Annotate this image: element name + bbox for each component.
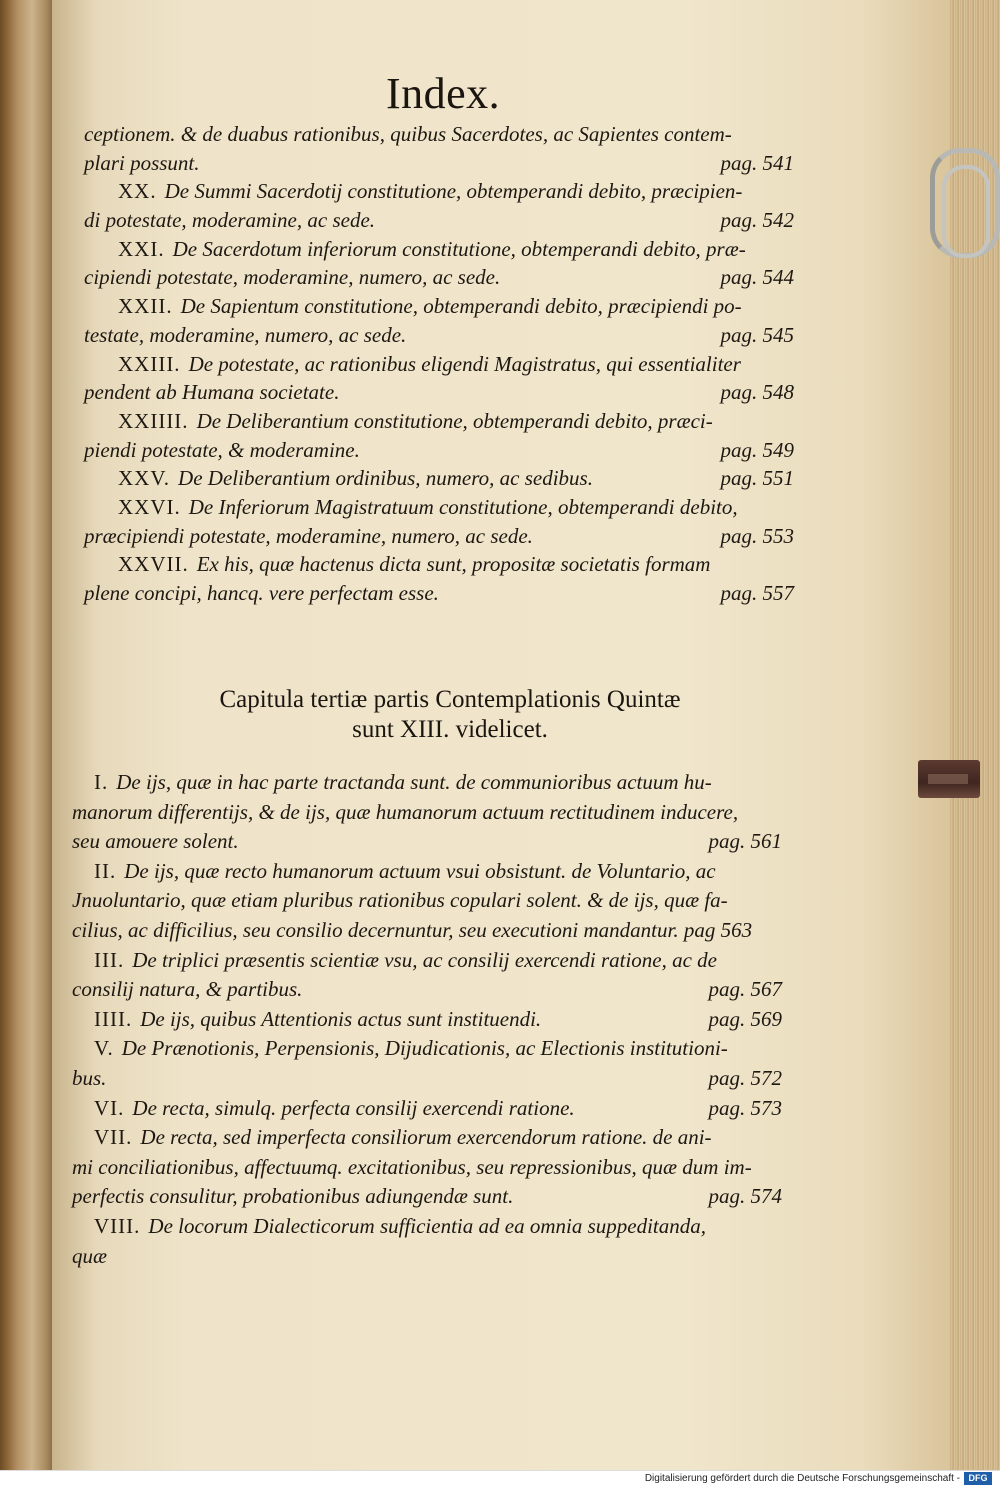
entry-text: De triplici præsentis scientiæ vsu, ac consilij exercendi ratione, ac de <box>132 947 718 972</box>
index-entry-line <box>84 464 794 493</box>
entry-text: Jnuoluntario, quæ etiam pluribus rationibus copulari solent. & de ijs, quæ fa- <box>72 888 728 913</box>
index-entry-line <box>84 292 794 321</box>
index-entries-part-three <box>72 768 782 1271</box>
index-entry-line <box>72 798 782 828</box>
index-entry-line <box>84 263 794 292</box>
chapter-numeral: III. <box>94 947 125 972</box>
index-entry-line <box>84 550 794 579</box>
index-entry-line <box>72 886 782 916</box>
index-entry-line <box>72 1064 782 1094</box>
chapter-numeral: VIII. <box>94 1213 141 1238</box>
entry-text: manorum differentijs, & de ijs, quæ humanorum actuum rectitudinem inducere, <box>72 799 739 824</box>
entry-text: De Inferiorum Magistratuum constitutione, obtemperandi debito, <box>188 494 738 519</box>
chapter-numeral: XXI. <box>118 236 165 261</box>
page-reference: pag. 548 <box>720 380 794 405</box>
entry-text: perfectis consulitur, probationibus adiungendæ sunt. <box>72 1184 514 1209</box>
chapter-numeral: XXVI. <box>118 494 181 519</box>
index-entry-line <box>84 235 794 264</box>
chapter-numeral: XX. <box>118 179 157 204</box>
index-entry-line <box>72 857 782 887</box>
chapter-numeral: XXIII. <box>118 351 181 376</box>
index-entry-line <box>84 321 794 350</box>
index-entry-line <box>72 975 782 1005</box>
index-entry-line <box>84 522 794 551</box>
paper-clip-inner <box>942 165 990 258</box>
page-title: Index. <box>386 69 501 118</box>
entry-text: seu amouere solent. <box>72 829 239 854</box>
entry-text: piendi potestate, & moderamine. <box>84 437 360 462</box>
entry-text: De Deliberantium constitutione, obtemperandi debito, præci- <box>196 408 713 433</box>
chapter-numeral: XXVII. <box>118 552 189 577</box>
entry-text: De recta, sed imperfecta consiliorum exercendorum ratione. de ani- <box>140 1125 712 1150</box>
page-reference: pag. 544 <box>720 265 794 290</box>
index-entry-line <box>72 827 782 857</box>
entry-text: testate, moderamine, numero, ac sede. <box>84 322 407 347</box>
page-reference: pag. 542 <box>720 208 794 233</box>
page-reference: pag. 551 <box>720 466 794 491</box>
entry-text: bus. <box>72 1065 107 1090</box>
chapter-numeral: I. <box>94 770 109 794</box>
section-heading-line1: Capitula tertiæ partis Contemplationis Quintæ <box>219 686 681 713</box>
footer-credit: Digitalisierung gefördert durch die Deutsche Forschungsgemeinschaft - <box>644 1473 960 1484</box>
entry-text: præcipiendi potestate, moderamine, numero, ac sede. <box>84 523 533 548</box>
chapter-numeral: II. <box>94 858 117 883</box>
page-reference: pag. 569 <box>708 1006 782 1031</box>
entry-text: De ijs, quæ recto humanorum actuum vsui obsistunt. de Voluntario, ac <box>124 858 716 883</box>
dfg-logo: DFG <box>964 1472 992 1485</box>
entry-text: De ijs, quæ in hac parte tractanda sunt. de communioribus actuum hu- <box>116 770 712 794</box>
chapter-numeral: XXIIII. <box>118 408 189 433</box>
entry-text: pendent ab Humana societate. <box>84 380 340 405</box>
entry-text: De Sacerdotum inferiorum constitutione, obtemperandi debito, præ- <box>172 236 746 261</box>
entry-text: cilius, ac difficilius, seu consilio decernuntur, seu executioni mandantur. pag 563 <box>72 917 753 942</box>
page-reference: pag. 573 <box>708 1095 782 1120</box>
page-reference: pag. 549 <box>720 437 794 462</box>
page-reference: pag. 574 <box>708 1184 782 1209</box>
index-entry-line <box>72 1182 782 1212</box>
index-entries-part-two <box>84 120 794 608</box>
entry-text: Ex his, quæ hactenus dicta sunt, propositæ societatis formam <box>196 552 711 577</box>
index-entry-line <box>72 1242 782 1272</box>
page-reference: pag. 541 <box>720 150 794 175</box>
index-entry-line <box>84 177 794 206</box>
chapter-numeral: IIII. <box>94 1006 133 1031</box>
index-entry-line <box>72 946 782 976</box>
section-heading-line2: sunt XIII. videlicet. <box>352 716 548 743</box>
entry-text: ceptionem. & de duabus rationibus, quibus Sacerdotes, ac Sapientes contem- <box>84 122 732 146</box>
index-entry-line <box>72 1005 782 1035</box>
entry-text: De potestate, ac rationibus eligendi Magistratus, qui essentialiter <box>188 351 741 376</box>
index-entry-line <box>84 378 794 407</box>
entry-text: mi conciliationibus, affectuumq. excitationibus, seu repressionibus, quæ dum im- <box>72 1154 752 1179</box>
index-entry-line <box>72 1123 782 1153</box>
index-entry-line <box>84 579 794 608</box>
chapter-numeral: XXII. <box>118 294 173 319</box>
page-reference: pag. 553 <box>720 523 794 548</box>
index-entry-line <box>84 120 794 149</box>
page-reference: pag. 557 <box>720 581 794 605</box>
index-entry-line <box>72 1034 782 1064</box>
entry-text: De Sapientum constitutione, obtemperandi debito, præcipiendi po- <box>180 294 742 319</box>
page-reference: pag. 545 <box>720 322 794 347</box>
chapter-numeral: V. <box>94 1036 114 1061</box>
entry-text: consilij natura, & partibus. <box>72 977 303 1002</box>
entry-text: De Prænotionis, Perpensionis, Dijudicationis, ac Electionis institutioni- <box>121 1036 728 1061</box>
fabric-tab <box>918 760 980 798</box>
entry-text: De ijs, quibus Attentionis actus sunt instituendi. <box>140 1006 542 1031</box>
page-reference: pag. 567 <box>708 977 782 1002</box>
index-entry-line <box>72 1094 782 1124</box>
entry-text: De locorum Dialecticorum sufficientia ad ea omnia suppeditanda, <box>148 1213 706 1238</box>
index-entry-line <box>84 493 794 522</box>
index-entry-line <box>72 1212 782 1242</box>
entry-text: plari possunt. <box>84 150 200 175</box>
entry-text: di potestate, moderamine, ac sede. <box>84 208 376 233</box>
index-entry-line <box>72 768 782 798</box>
index-entry-line <box>84 407 794 436</box>
entry-text: cipiendi potestate, moderamine, numero, ac sede. <box>84 265 501 290</box>
chapter-numeral: VII. <box>94 1125 133 1150</box>
entry-text: De Summi Sacerdotij constitutione, obtemperandi debito, præcipien- <box>164 179 743 204</box>
chapter-numeral: XXV. <box>118 466 171 491</box>
entry-text: plene concipi, hancq. vere perfectam esse. <box>84 581 439 605</box>
page-reference: pag. 572 <box>708 1065 782 1090</box>
index-entry-line <box>72 916 782 946</box>
index-entry-line <box>84 206 794 235</box>
index-entry-line <box>84 436 794 465</box>
index-entry-line <box>84 149 794 178</box>
adjacent-page-margin <box>0 300 30 1080</box>
chapter-numeral: VI. <box>94 1095 125 1120</box>
entry-text: De Deliberantium ordinibus, numero, ac sedibus. <box>178 466 593 491</box>
section-heading <box>150 685 750 745</box>
book-binding <box>0 0 58 1470</box>
entry-text: quæ <box>72 1243 108 1268</box>
index-entry-line <box>84 350 794 379</box>
page-reference: pag. 561 <box>708 829 782 854</box>
index-entry-line <box>72 1153 782 1183</box>
entry-text: De recta, simulq. perfecta consilij exercendi ratione. <box>132 1095 575 1120</box>
